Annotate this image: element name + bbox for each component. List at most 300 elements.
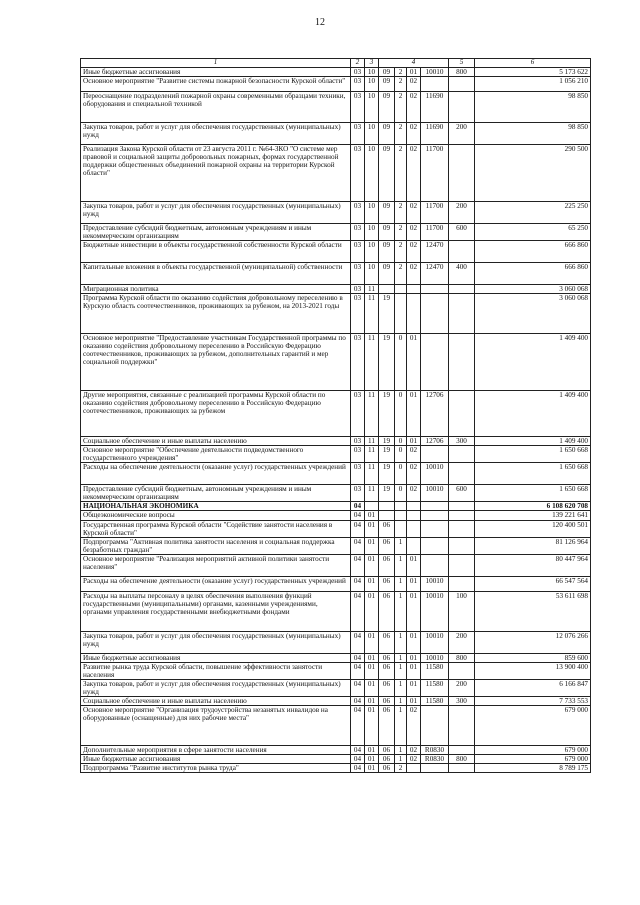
row-program-code: 19	[379, 334, 395, 391]
row-direction-code	[421, 285, 449, 294]
row-expense-type	[449, 294, 475, 334]
table-row	[81, 755, 591, 764]
row-section-code: 03	[351, 285, 365, 294]
row-section-code: 04	[351, 537, 365, 554]
row-name: Основное мероприятие "Организация трудоустройства незанятых инвалидов на оборудованные (оснащенные) для них рабочие места"	[81, 706, 351, 746]
row-program-code: 06	[379, 631, 395, 653]
row-section-code: 03	[351, 67, 365, 76]
row-subsection-code: 01	[365, 537, 379, 554]
row-name: Иные бюджетные ассигнования	[81, 653, 351, 662]
row-measure-code: 01	[407, 554, 421, 576]
table-row	[81, 520, 591, 537]
table-row	[81, 437, 591, 446]
row-direction-code: 10010	[421, 67, 449, 76]
row-section-code: 03	[351, 294, 365, 334]
row-measure-code: 01	[407, 653, 421, 662]
row-amount: 6 108 620 708	[475, 502, 591, 511]
row-direction-code: 10010	[421, 631, 449, 653]
table-row	[81, 241, 591, 263]
row-name: Закупка товаров, работ и услуг для обеспечения государственных (муниципальных) нужд	[81, 122, 351, 144]
row-section-code: 04	[351, 631, 365, 653]
table-row	[81, 746, 591, 755]
row-program-code: 09	[379, 263, 395, 285]
row-name: Расходы на выплаты персоналу в целях обеспечения выполнения функций государственными (муниципальными) органами, казенными учреждениями, органами управления государственными внебюджетными фондами	[81, 591, 351, 631]
row-subprogram-code: 1	[395, 697, 407, 706]
row-measure-code	[407, 294, 421, 334]
row-amount: 7 733 553	[475, 697, 591, 706]
row-section-code: 03	[351, 391, 365, 437]
row-subsection-code: 01	[365, 631, 379, 653]
row-expense-type	[449, 463, 475, 485]
row-expense-type	[449, 91, 475, 122]
row-direction-code	[421, 537, 449, 554]
row-measure-code	[407, 285, 421, 294]
row-expense-type	[449, 446, 475, 463]
row-direction-code: 11700	[421, 144, 449, 201]
row-measure-code: 01	[407, 67, 421, 76]
row-section-code: 03	[351, 463, 365, 485]
row-section-code: 04	[351, 706, 365, 746]
row-name: Социальное обеспечение и иные выплаты населению	[81, 697, 351, 706]
row-subprogram-code	[395, 285, 407, 294]
row-program-code: 06	[379, 591, 395, 631]
row-name: Капитальные вложения в объекты государственной (муниципальной) собственности	[81, 263, 351, 285]
row-direction-code: 11700	[421, 223, 449, 240]
row-direction-code	[421, 554, 449, 576]
row-expense-type: 300	[449, 437, 475, 446]
row-expense-type	[449, 662, 475, 679]
row-name: Закупка товаров, работ и услуг для обеспечения государственных (муниципальных) нужд	[81, 201, 351, 223]
row-amount: 13 900 400	[475, 662, 591, 679]
row-amount: 80 447 964	[475, 554, 591, 576]
row-program-code	[379, 285, 395, 294]
table-header	[81, 59, 591, 68]
row-name: Подпрограмма "Активная политика занятости населения и социальная поддержка безработных граждан"	[81, 537, 351, 554]
row-direction-code: 10010	[421, 463, 449, 485]
row-section-code: 03	[351, 91, 365, 122]
row-subsection-code: 10	[365, 122, 379, 144]
row-subsection-code: 10	[365, 144, 379, 201]
row-subsection-code: 10	[365, 241, 379, 263]
row-name: Предоставление субсидий бюджетным, автономным учреждениям и иным некоммерческим организациям	[81, 223, 351, 240]
row-section-code: 04	[351, 511, 365, 520]
row-expense-type: 200	[449, 631, 475, 653]
row-program-code: 09	[379, 241, 395, 263]
row-program-code: 06	[379, 537, 395, 554]
row-subsection-code: 10	[365, 201, 379, 223]
row-expense-type	[449, 576, 475, 591]
row-expense-type	[449, 285, 475, 294]
row-name: Развитие рынка труда Курской области, повышение эффективности занятости населения	[81, 662, 351, 679]
row-subsection-code: 01	[365, 755, 379, 764]
row-program-code: 19	[379, 446, 395, 463]
table-row	[81, 285, 591, 294]
row-name: Расходы на обеспечение деятельности (оказание услуг) государственных учреждений	[81, 463, 351, 485]
row-expense-type	[449, 76, 475, 91]
row-section-code: 04	[351, 591, 365, 631]
row-name: Основное мероприятие "Обеспечение деятельности подведомственного государственного учреждения"	[81, 446, 351, 463]
row-name: Реализация Закона Курской области от 23 августа 2011 г. №64-ЗКО "О системе мер правовой и социальной защиты добровольных пожарных, формах государственной поддержки общественных объединений пожарной охраны на территории Курской области"	[81, 144, 351, 201]
row-direction-code	[421, 764, 449, 773]
row-subprogram-code: 0	[395, 391, 407, 437]
row-expense-type	[449, 511, 475, 520]
row-amount: 666 860	[475, 241, 591, 263]
row-measure-code: 01	[407, 391, 421, 437]
row-name: Основное мероприятие "Реализация мероприятий активной политики занятости населения"	[81, 554, 351, 576]
row-measure-code: 01	[407, 437, 421, 446]
row-direction-code	[421, 446, 449, 463]
row-program-code: 09	[379, 67, 395, 76]
row-measure-code: 02	[407, 76, 421, 91]
row-direction-code	[421, 520, 449, 537]
row-subprogram-code: 0	[395, 463, 407, 485]
row-section-code: 04	[351, 502, 365, 511]
row-program-code: 06	[379, 706, 395, 746]
row-measure-code: 02	[407, 485, 421, 502]
row-name: Социальное обеспечение и иные выплаты населению	[81, 437, 351, 446]
row-expense-type: 300	[449, 697, 475, 706]
row-expense-type	[449, 706, 475, 746]
row-subsection-code: 01	[365, 511, 379, 520]
row-measure-code: 02	[407, 446, 421, 463]
row-amount: 65 250	[475, 223, 591, 240]
row-program-code: 06	[379, 554, 395, 576]
row-measure-code	[407, 537, 421, 554]
row-subprogram-code: 0	[395, 437, 407, 446]
row-measure-code	[407, 511, 421, 520]
row-direction-code: 10010	[421, 485, 449, 502]
page-number: 12	[315, 17, 325, 28]
row-section-code: 03	[351, 446, 365, 463]
row-subprogram-code: 1	[395, 591, 407, 631]
row-expense-type	[449, 764, 475, 773]
row-expense-type: 800	[449, 653, 475, 662]
row-subsection-code: 01	[365, 591, 379, 631]
row-section-code: 04	[351, 679, 365, 696]
table-row	[81, 334, 591, 391]
row-subprogram-code: 2	[395, 201, 407, 223]
table-row	[81, 201, 591, 223]
row-expense-type: 800	[449, 755, 475, 764]
table-row	[81, 122, 591, 144]
row-measure-code: 02	[407, 463, 421, 485]
row-expense-type	[449, 144, 475, 201]
row-expense-type: 600	[449, 485, 475, 502]
row-amount: 139 221 641	[475, 511, 591, 520]
row-subsection-code: 01	[365, 520, 379, 537]
row-subsection-code: 01	[365, 697, 379, 706]
row-amount: 1 650 668	[475, 463, 591, 485]
row-program-code: 09	[379, 144, 395, 201]
row-amount: 1 650 668	[475, 446, 591, 463]
row-subsection-code: 11	[365, 446, 379, 463]
row-measure-code: 01	[407, 576, 421, 591]
row-amount: 66 547 564	[475, 576, 591, 591]
table-row	[81, 662, 591, 679]
row-program-code: 19	[379, 485, 395, 502]
row-subprogram-code: 2	[395, 263, 407, 285]
row-expense-type: 200	[449, 201, 475, 223]
row-name: Подпрограмма "Развитие институтов рынка труда"	[81, 764, 351, 773]
row-subprogram-code: 2	[395, 764, 407, 773]
table-row	[81, 446, 591, 463]
row-section-code: 03	[351, 223, 365, 240]
row-subprogram-code: 1	[395, 631, 407, 653]
row-name: НАЦИОНАЛЬНАЯ ЭКОНОМИКА	[81, 502, 351, 511]
table-row	[81, 76, 591, 91]
row-subsection-code	[365, 502, 379, 511]
table-row	[81, 764, 591, 773]
row-subprogram-code	[395, 520, 407, 537]
row-subprogram-code: 1	[395, 537, 407, 554]
header-col-5: 5	[449, 59, 475, 68]
row-measure-code: 01	[407, 334, 421, 391]
row-measure-code: 01	[407, 631, 421, 653]
row-amount: 1 409 400	[475, 391, 591, 437]
table-row	[81, 67, 591, 76]
row-name: Основное мероприятие "Развитие системы пожарной безопасности Курской области"	[81, 76, 351, 91]
row-subprogram-code: 2	[395, 223, 407, 240]
row-amount: 1 650 668	[475, 485, 591, 502]
row-measure-code	[407, 764, 421, 773]
row-amount: 3 060 068	[475, 285, 591, 294]
row-subprogram-code: 2	[395, 122, 407, 144]
row-section-code: 04	[351, 764, 365, 773]
row-direction-code: 12706	[421, 437, 449, 446]
row-direction-code: 12470	[421, 241, 449, 263]
row-amount: 98 850	[475, 91, 591, 122]
row-expense-type: 200	[449, 679, 475, 696]
row-name: Закупка товаров, работ и услуг для обеспечения государственных (муниципальных) нужд	[81, 679, 351, 696]
row-amount: 12 076 266	[475, 631, 591, 653]
row-measure-code: 01	[407, 679, 421, 696]
row-subprogram-code: 2	[395, 91, 407, 122]
row-name: Бюджетные инвестиции в объекты государственной собственности Курской области	[81, 241, 351, 263]
row-expense-type: 600	[449, 223, 475, 240]
row-amount: 679 000	[475, 706, 591, 746]
row-direction-code: 10010	[421, 591, 449, 631]
row-section-code: 04	[351, 576, 365, 591]
row-name: Расходы на обеспечение деятельности (оказание услуг) государственных учреждений	[81, 576, 351, 591]
row-expense-type	[449, 334, 475, 391]
row-name: Дополнительные мероприятия в сфере занятости населения	[81, 746, 351, 755]
row-subprogram-code: 1	[395, 576, 407, 591]
row-measure-code	[407, 502, 421, 511]
row-subprogram-code: 1	[395, 662, 407, 679]
row-direction-code: 11580	[421, 662, 449, 679]
table-row	[81, 631, 591, 653]
row-amount: 666 860	[475, 263, 591, 285]
table-row	[81, 697, 591, 706]
row-program-code	[379, 511, 395, 520]
row-measure-code: 02	[407, 223, 421, 240]
row-amount: 3 060 068	[475, 294, 591, 334]
row-direction-code: 11700	[421, 201, 449, 223]
row-expense-type: 100	[449, 591, 475, 631]
row-direction-code	[421, 511, 449, 520]
row-direction-code: 12706	[421, 391, 449, 437]
row-name: Миграционная политика	[81, 285, 351, 294]
row-measure-code: 02	[407, 241, 421, 263]
row-expense-type	[449, 520, 475, 537]
row-direction-code: 11690	[421, 91, 449, 122]
row-program-code: 06	[379, 653, 395, 662]
row-program-code: 06	[379, 755, 395, 764]
row-direction-code: 12470	[421, 263, 449, 285]
row-amount: 8 789 175	[475, 764, 591, 773]
row-section-code: 03	[351, 263, 365, 285]
row-section-code: 03	[351, 241, 365, 263]
table-row	[81, 679, 591, 696]
row-direction-code: 10010	[421, 653, 449, 662]
table-row	[81, 294, 591, 334]
row-measure-code: 02	[407, 122, 421, 144]
row-subsection-code: 01	[365, 662, 379, 679]
row-expense-type	[449, 746, 475, 755]
row-program-code: 09	[379, 91, 395, 122]
row-subprogram-code: 0	[395, 446, 407, 463]
row-expense-type	[449, 554, 475, 576]
row-subprogram-code: 2	[395, 241, 407, 263]
row-measure-code: 02	[407, 706, 421, 746]
row-subsection-code: 10	[365, 91, 379, 122]
row-subprogram-code: 1	[395, 653, 407, 662]
row-subsection-code: 10	[365, 67, 379, 76]
row-subprogram-code: 0	[395, 334, 407, 391]
row-amount: 53 611 698	[475, 591, 591, 631]
row-program-code: 19	[379, 294, 395, 334]
row-expense-type: 800	[449, 67, 475, 76]
row-program-code: 19	[379, 437, 395, 446]
row-expense-type	[449, 537, 475, 554]
row-subprogram-code: 2	[395, 76, 407, 91]
row-subsection-code: 11	[365, 437, 379, 446]
row-subprogram-code	[395, 511, 407, 520]
row-section-code: 04	[351, 662, 365, 679]
row-amount: 120 400 501	[475, 520, 591, 537]
row-direction-code: 11690	[421, 122, 449, 144]
row-direction-code	[421, 334, 449, 391]
row-amount: 98 850	[475, 122, 591, 144]
row-subsection-code: 01	[365, 764, 379, 773]
row-subprogram-code: 2	[395, 144, 407, 201]
table-row	[81, 511, 591, 520]
table-row	[81, 576, 591, 591]
row-amount: 225 250	[475, 201, 591, 223]
row-amount: 1 409 400	[475, 334, 591, 391]
row-section-code: 04	[351, 746, 365, 755]
row-section-code: 03	[351, 437, 365, 446]
table-row	[81, 391, 591, 437]
row-amount: 81 126 964	[475, 537, 591, 554]
row-expense-type: 400	[449, 263, 475, 285]
row-section-code: 04	[351, 520, 365, 537]
row-subsection-code: 01	[365, 576, 379, 591]
row-section-code: 03	[351, 334, 365, 391]
row-direction-code: 10010	[421, 576, 449, 591]
row-name: Государственная программа Курской области "Содействие занятости населения в Курской области"	[81, 520, 351, 537]
row-section-code: 04	[351, 755, 365, 764]
row-subprogram-code: 1	[395, 746, 407, 755]
row-name: Иные бюджетные ассигнования	[81, 67, 351, 76]
row-subsection-code: 10	[365, 223, 379, 240]
row-program-code: 09	[379, 201, 395, 223]
row-subsection-code: 11	[365, 285, 379, 294]
row-expense-type	[449, 391, 475, 437]
row-subsection-code: 01	[365, 746, 379, 755]
row-measure-code: 01	[407, 697, 421, 706]
row-amount: 679 000	[475, 746, 591, 755]
table-body	[81, 67, 591, 773]
row-expense-type: 200	[449, 122, 475, 144]
row-section-code: 04	[351, 554, 365, 576]
row-subprogram-code: 1	[395, 554, 407, 576]
row-name: Другие мероприятия, связанные с реализацией программы Курской области по оказанию содействия добровольному переселению в Российскую Федерацию соотечественников, проживающих за рубежом	[81, 391, 351, 437]
row-name: Переоснащение подразделений пожарной охраны современными образцами техники, оборудования и специальной техникой	[81, 91, 351, 122]
row-program-code: 06	[379, 679, 395, 696]
table-row	[81, 706, 591, 746]
row-measure-code: 02	[407, 91, 421, 122]
row-section-code: 03	[351, 201, 365, 223]
row-program-code: 06	[379, 746, 395, 755]
row-program-code: 06	[379, 697, 395, 706]
row-direction-code	[421, 706, 449, 746]
row-section-code: 03	[351, 122, 365, 144]
row-direction-code	[421, 76, 449, 91]
row-subsection-code: 01	[365, 706, 379, 746]
row-amount: 5 173 622	[475, 67, 591, 76]
row-name: Закупка товаров, работ и услуг для обеспечения государственных (муниципальных) нужд	[81, 631, 351, 653]
row-program-code: 09	[379, 223, 395, 240]
table-row	[81, 223, 591, 240]
table-row	[81, 502, 591, 511]
table-row	[81, 537, 591, 554]
row-measure-code: 02	[407, 263, 421, 285]
row-program-code: 19	[379, 391, 395, 437]
row-amount: 290 500	[475, 144, 591, 201]
row-program-code: 06	[379, 662, 395, 679]
row-program-code: 09	[379, 76, 395, 91]
row-subsection-code: 11	[365, 334, 379, 391]
table-row	[81, 554, 591, 576]
row-direction-code: R0830	[421, 755, 449, 764]
table-row	[81, 263, 591, 285]
row-program-code: 06	[379, 764, 395, 773]
row-program-code	[379, 502, 395, 511]
row-subsection-code: 01	[365, 653, 379, 662]
row-section-code: 04	[351, 697, 365, 706]
row-subprogram-code: 1	[395, 755, 407, 764]
table-row	[81, 91, 591, 122]
row-direction-code: 11580	[421, 697, 449, 706]
row-subprogram-code: 1	[395, 679, 407, 696]
header-col-4: 4	[379, 59, 449, 68]
row-direction-code	[421, 294, 449, 334]
row-subsection-code: 11	[365, 485, 379, 502]
row-measure-code	[407, 520, 421, 537]
row-subprogram-code: 2	[395, 67, 407, 76]
table-row	[81, 144, 591, 201]
row-subsection-code: 11	[365, 463, 379, 485]
budget-table	[80, 58, 591, 773]
row-measure-code: 01	[407, 591, 421, 631]
row-direction-code: R0830	[421, 746, 449, 755]
row-direction-code	[421, 502, 449, 511]
row-name: Иные бюджетные ассигнования	[81, 755, 351, 764]
row-measure-code: 01	[407, 662, 421, 679]
row-expense-type	[449, 241, 475, 263]
table-row	[81, 485, 591, 502]
